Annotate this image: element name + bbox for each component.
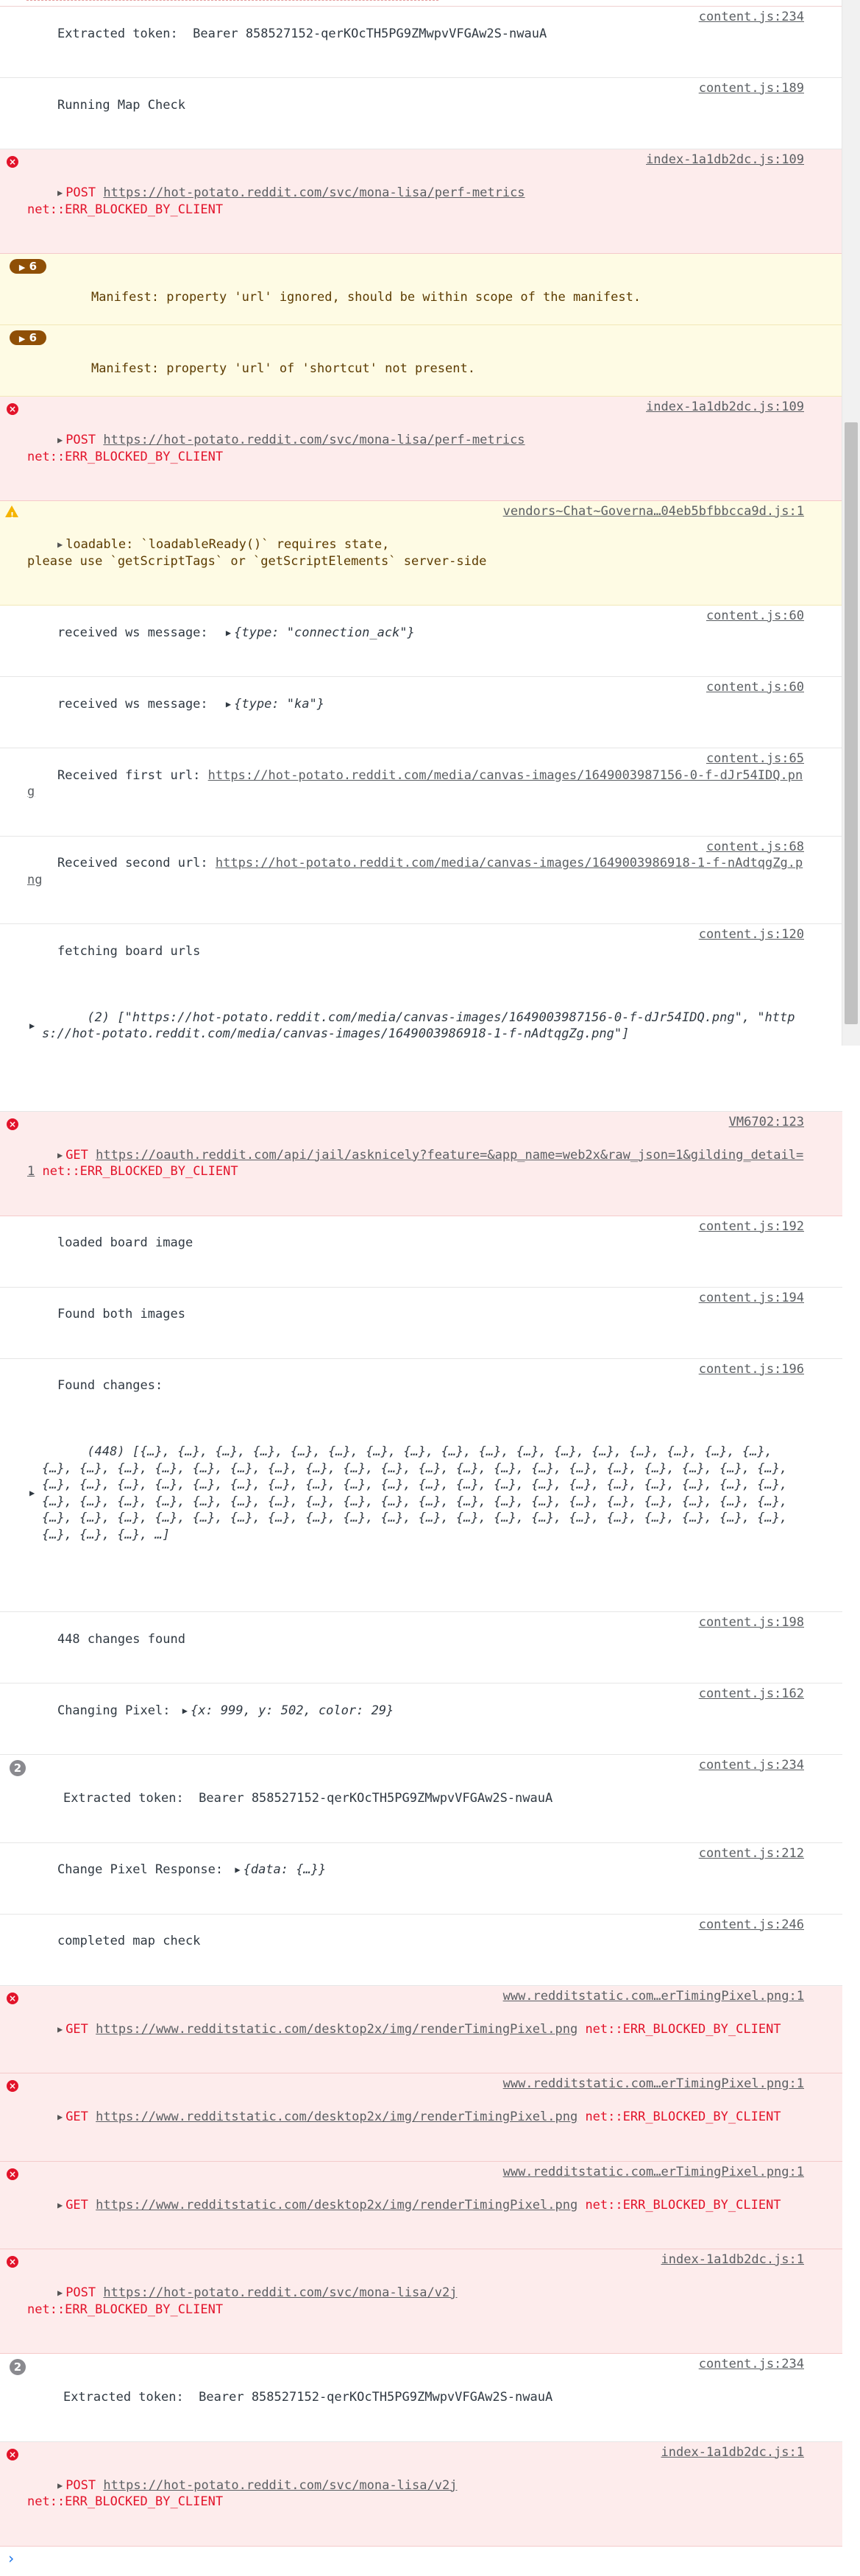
warning-message [0, 254, 842, 325]
message-text: Extracted token: Bearer 858527152-qerKOcTH5PG9ZMwpvVFGAw2S-nwauA [57, 26, 547, 41]
object-preview[interactable]: {data: {…}} [243, 1862, 327, 1877]
source-link[interactable]: www.redditstatic.com…erTimingPixel.png:1 [502, 2164, 804, 2179]
request-method: GET [65, 2021, 88, 2037]
error-circle-icon: × [7, 156, 18, 168]
array-contents: (448) [{…}, {…}, {…}, {…}, {…}, {…}, {…}, {…}, {…}, {…}, {…}, {…}, {…}, {…}, {…}, {…}, {…}, {…}, {…}, {…}, {…}, {…}, {…}, {…}, {…}, {…}, {…}, {…}, {…}, {…}, {…}, {…}, {…}, {…}, {…}, {…}, {…}, {…}, {…}, {…}, {…}, {…}, {…}, {…}, {…}, {…}, {…}, {…}, {…}, {…}, {…}, {…}, {…}, {…}, {…}, {…}, {…}, {…}, {…}, {…}, {…}, {…}, {…}, {…}, {…}, {…}, {…}, {…}, {…}, {…}, {…}, {…}, {…}, {…}, {…}, {…}, {…}, {…}, {…}, {…}, {…}, {…}, {…}, {…}, {…}, {…}, {…}, {…}, {…}, {…}, {…}, {…}, {…}, {…}, {…}, {…}, {…}, {…}, {…}, {…}, …] [42, 1444, 795, 1542]
message-text: Changing Pixel: [57, 1703, 178, 1718]
error-message [0, 149, 842, 254]
log-message [0, 677, 842, 748]
warning-message [0, 501, 842, 606]
error-message [0, 2249, 842, 2354]
request-method: POST [65, 433, 96, 447]
source-link[interactable]: content.js:189 [698, 81, 804, 96]
repeat-count-badge[interactable] [10, 259, 46, 274]
message-text: Manifest: property 'url' of 'shortcut' not present. [90, 361, 475, 376]
request-url[interactable]: https://www.redditstatic.com/desktop2x/img/renderTimingPixel.png [96, 2197, 578, 2213]
source-link[interactable]: index-1a1db2dc.js:109 [646, 400, 804, 414]
warning-message [0, 325, 842, 397]
error-text: net::ERR_BLOCKED_BY_CLIENT [27, 2302, 224, 2317]
source-link[interactable]: index-1a1db2dc.js:1 [661, 2252, 804, 2267]
expand-triangle-icon[interactable]: ▶ [57, 539, 63, 550]
message-text: 448 changes found [57, 1631, 185, 1647]
error-text: net::ERR_BLOCKED_BY_CLIENT [42, 1164, 238, 1179]
source-link[interactable]: www.redditstatic.com…erTimingPixel.png:1 [502, 2076, 804, 2091]
expand-triangle-icon[interactable]: ▶ [57, 188, 63, 198]
source-link[interactable]: content.js:194 [698, 1290, 804, 1305]
repeat-count-badge[interactable] [10, 330, 46, 345]
source-link[interactable]: content.js:196 [698, 1361, 804, 1377]
error-message [0, 2162, 842, 2250]
error-circle-icon: × [7, 403, 18, 415]
source-link[interactable]: content.js:234 [698, 10, 804, 24]
request-method: GET [65, 2197, 88, 2213]
error-text: net::ERR_BLOCKED_BY_CLIENT [27, 449, 224, 464]
source-link[interactable]: content.js:60 [706, 680, 804, 695]
error-message [0, 2073, 842, 2162]
error-text: net::ERR_BLOCKED_BY_CLIENT [585, 2197, 781, 2213]
expand-triangle-icon[interactable]: ▶ [57, 435, 63, 445]
image-url-link[interactable]: https://hot-potato.reddit.com/media/canvas-images/1649003987156-0-f-dJr54IDQ.png [27, 767, 803, 799]
log-message [0, 1359, 842, 1613]
image-url-link[interactable]: https://hot-potato.reddit.com/media/canvas-images/1649003986918-1-f-nAdtqgZg.png [27, 856, 803, 887]
message-text: received ws message: [57, 625, 216, 640]
source-link[interactable]: content.js:234 [698, 1758, 804, 1773]
request-method: GET [65, 2110, 88, 2124]
error-circle-icon: × [7, 2168, 18, 2180]
log-message [0, 837, 842, 925]
error-text: net::ERR_BLOCKED_BY_CLIENT [585, 2021, 781, 2037]
message-text: completed map check [57, 1934, 201, 1948]
repeat-count-badge: 2 [10, 2359, 26, 2375]
source-link[interactable]: VM6702:123 [728, 1114, 804, 1129]
log-message [0, 7, 842, 78]
expand-triangle-icon[interactable]: ▶ [57, 2288, 63, 2298]
array-preview[interactable] [27, 976, 804, 1060]
source-link[interactable]: content.js:162 [698, 1686, 804, 1701]
warning-triangle-icon: ! [5, 505, 18, 517]
error-circle-icon: × [7, 2256, 18, 2268]
error-text: net::ERR_BLOCKED_BY_CLIENT [585, 2110, 781, 2124]
log-message [0, 2354, 842, 2442]
log-message [0, 1843, 842, 1915]
message-text: Change Pixel Response: [57, 1862, 231, 1877]
log-message [0, 606, 842, 677]
expand-triangle-icon[interactable]: ▶ [57, 2480, 63, 2491]
request-method: POST [65, 185, 96, 200]
message-text: received ws message: [57, 696, 216, 712]
message-text: Received first url: [57, 767, 208, 783]
source-link[interactable]: content.js:246 [698, 1917, 804, 1932]
error-message [0, 2442, 842, 2547]
expand-triangle-icon[interactable]: ▶ [225, 698, 232, 709]
object-preview[interactable]: {x: 999, y: 502, color: 29} [190, 1703, 394, 1718]
error-text: net::ERR_BLOCKED_BY_CLIENT [27, 2494, 224, 2509]
array-contents: (2) ["https://hot-potato.reddit.com/media/canvas-images/1649003987156-0-f-dJr54IDQ.png", "https://hot-potato.reddit.com/media/canvas-images/1649003986918-1-f-nAdtqgZg.png"] [42, 1010, 795, 1041]
error-circle-icon: × [7, 2080, 18, 2092]
expand-triangle-icon[interactable]: ▶ [57, 2112, 63, 2122]
expand-triangle-icon[interactable]: ▶ [29, 1488, 35, 1499]
message-text: Received second url: [57, 856, 216, 870]
repeat-count: 6 [29, 331, 38, 344]
log-message [0, 1683, 842, 1755]
source-link[interactable]: content.js:212 [698, 1845, 804, 1861]
source-link[interactable]: index-1a1db2dc.js:1 [661, 2444, 804, 2460]
console-prompt-icon: › [7, 2549, 16, 2567]
source-link[interactable]: vendors~Chat~Governa…04eb5bfbbcca9d.js:1 [502, 504, 804, 519]
object-preview[interactable]: {type: "connection_ack"} [234, 625, 415, 640]
error-message [0, 397, 842, 501]
message-text: Extracted token: Bearer 858527152-qerKOcTH5PG9ZMwpvVFGAw2S-nwauA [63, 2390, 553, 2405]
request-url[interactable]: https://www.redditstatic.com/desktop2x/img/renderTimingPixel.png [96, 2021, 578, 2037]
expand-triangle-icon[interactable]: ▶ [225, 627, 232, 638]
log-message [0, 1755, 842, 1843]
expand-triangle-icon[interactable]: ▶ [57, 1149, 63, 1160]
request-url[interactable]: https://hot-potato.reddit.com/svc/mona-lisa/perf-metrics [103, 433, 525, 447]
source-link[interactable]: content.js:65 [706, 751, 804, 766]
error-circle-icon: × [7, 2449, 18, 2460]
expand-triangle-icon: ▶ [18, 263, 26, 272]
error-text: net::ERR_BLOCKED_BY_CLIENT [27, 202, 224, 217]
message-text: Manifest: property 'url' ignored, should be within scope of the manifest. [90, 290, 642, 305]
request-url[interactable]: https://oauth.reddit.com/api/jail/asknicely?feature=&app_name=web2x&raw_json=1&gilding_detail=1 [27, 1147, 804, 1179]
error-message [0, 1986, 842, 2074]
message-text: loaded board image [57, 1235, 193, 1250]
message-text: Found both images [57, 1307, 185, 1321]
message-text: Found changes: [57, 1378, 163, 1393]
log-message [0, 78, 842, 149]
console-prompt[interactable] [0, 2547, 842, 2576]
source-link[interactable]: content.js:192 [698, 1218, 804, 1234]
request-method: POST [65, 2285, 96, 2300]
message-text: Running Map Check [57, 97, 185, 113]
source-link[interactable]: index-1a1db2dc.js:109 [646, 152, 804, 167]
expand-triangle-icon[interactable]: ▶ [29, 1020, 35, 1031]
expand-triangle-icon[interactable]: ▶ [57, 2199, 63, 2210]
message-text: fetching board urls [57, 943, 201, 959]
log-message [0, 1216, 842, 1288]
vertical-scrollbar[interactable] [842, 0, 860, 1046]
error-circle-icon: × [7, 1118, 18, 1130]
expand-triangle-icon[interactable]: ▶ [57, 2023, 63, 2034]
log-message [0, 1915, 842, 1986]
array-preview[interactable] [27, 1411, 804, 1560]
repeat-count-badge: 2 [10, 1760, 26, 1776]
log-message [0, 1612, 842, 1683]
log-message [0, 1288, 842, 1359]
source-link[interactable]: content.js:60 [706, 608, 804, 623]
message-text: Extracted token: Bearer 858527152-qerKOcTH5PG9ZMwpvVFGAw2S-nwauA [63, 1791, 553, 1806]
error-circle-icon: × [7, 1993, 18, 2004]
error-message [0, 1112, 842, 1216]
object-preview[interactable]: {type: "ka"} [234, 696, 324, 712]
expand-triangle-icon[interactable]: ▶ [235, 1864, 241, 1875]
message-text: loadable: `loadableReady()` requires state, please use `getScriptTags` or `getScriptElements` server-side [27, 537, 487, 569]
request-url[interactable]: https://hot-potato.reddit.com/svc/mona-lisa/perf-metrics [103, 185, 525, 200]
expand-triangle-icon: ▶ [18, 334, 26, 344]
source-link[interactable]: content.js:120 [698, 927, 804, 942]
request-url[interactable]: https://hot-potato.reddit.com/svc/mona-lisa/v2j [103, 2285, 458, 2300]
repeat-count: 6 [29, 260, 38, 273]
scrollbar-thumb[interactable] [845, 422, 858, 1024]
expand-triangle-icon[interactable]: ▶ [182, 1705, 188, 1716]
source-link[interactable]: content.js:234 [698, 2357, 804, 2371]
request-url[interactable]: https://www.redditstatic.com/desktop2x/img/renderTimingPixel.png [96, 2110, 578, 2124]
request-method: GET [65, 1147, 88, 1163]
log-message [0, 924, 842, 1112]
source-link[interactable]: content.js:198 [698, 1615, 804, 1630]
source-link[interactable]: www.redditstatic.com…erTimingPixel.png:1 [502, 1988, 804, 2004]
request-url[interactable]: https://hot-potato.reddit.com/svc/mona-lisa/v2j [103, 2477, 458, 2493]
source-link[interactable]: content.js:68 [706, 839, 804, 854]
previous-message-edge [0, 0, 842, 7]
request-method: POST [65, 2477, 96, 2493]
log-message [0, 748, 842, 837]
